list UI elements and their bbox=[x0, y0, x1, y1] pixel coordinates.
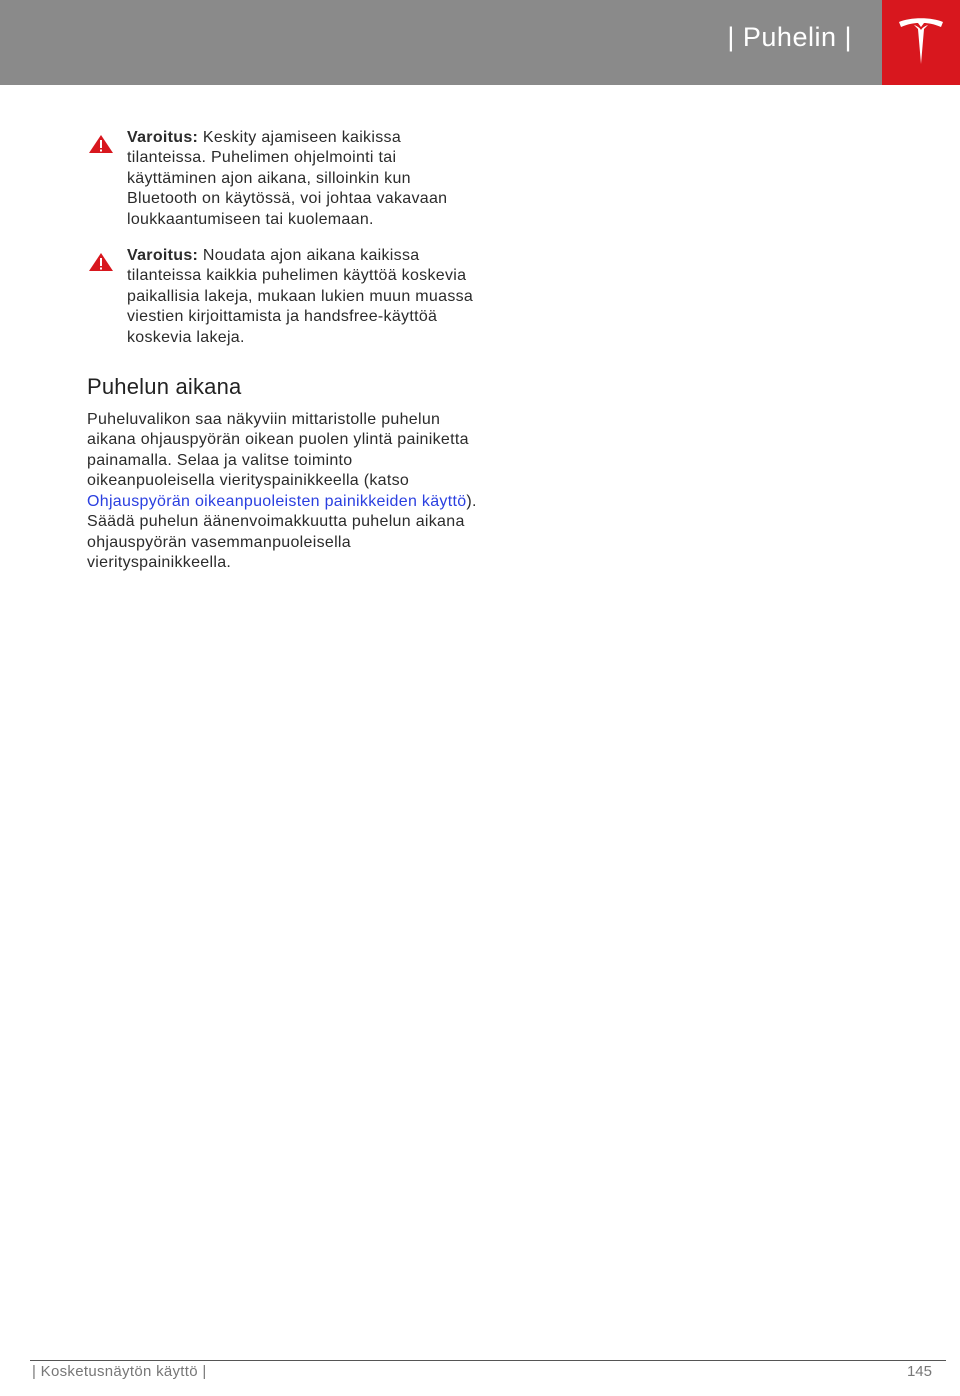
warning-triangle-icon bbox=[88, 134, 114, 154]
footer-chapter: | Kosketusnäytön käyttö | bbox=[32, 1363, 207, 1380]
paragraph-text: ). Säädä puhelun äänenvoimakkuutta puhelun aikana ohjauspyörän vasemmanpuoleisella vierityspainikkeella. bbox=[87, 492, 477, 571]
section-title: | Puhelin | bbox=[727, 22, 852, 52]
tesla-logo-icon bbox=[896, 16, 946, 68]
cross-reference-link[interactable]: Ohjauspyörän oikeanpuoleisten painikkeiden käyttö bbox=[87, 492, 467, 510]
warning-block bbox=[87, 128, 479, 230]
warning-text bbox=[127, 129, 447, 228]
warning-body: Keskity ajamiseen kaikissa tilanteissa. Puhelimen ohjelmointi tai käyttäminen ajon aikana, silloinkin kun Bluetooth on käytössä, voi johtaa vakavaan loukkaantumiseen tai kuolemaan. bbox=[127, 129, 448, 228]
paragraph-text: Puheluvalikon saa näkyviin mittaristolle puhelun aikana ohjauspyörän oikean puolen ylintä painiketta painamalla. Selaa ja valitse toiminto oikeanpuoleisella vierityspainikkeella (katso bbox=[87, 411, 469, 490]
warning-body: Noudata ajon aikana kaikissa tilanteissa kaikkia puhelimen käyttöä koskevia paikallisia lakeja, mukaan lukien muun muassa viestien kirjoittamista ja handsfree-käyttöä koskevia lakeja. bbox=[127, 247, 474, 346]
warning-label: Varoitus: bbox=[127, 129, 199, 146]
footer-divider bbox=[30, 1360, 946, 1361]
page-header bbox=[0, 0, 960, 85]
logo-box bbox=[882, 0, 960, 85]
warning-block bbox=[87, 246, 479, 348]
section-paragraph bbox=[87, 410, 479, 573]
main-content bbox=[87, 128, 479, 573]
warning-triangle-icon bbox=[88, 252, 114, 272]
warning-text bbox=[127, 247, 473, 346]
section-heading: Puhelun aikana bbox=[87, 374, 242, 400]
page-number: 145 bbox=[906, 1363, 932, 1380]
warning-label: Varoitus: bbox=[127, 247, 199, 265]
